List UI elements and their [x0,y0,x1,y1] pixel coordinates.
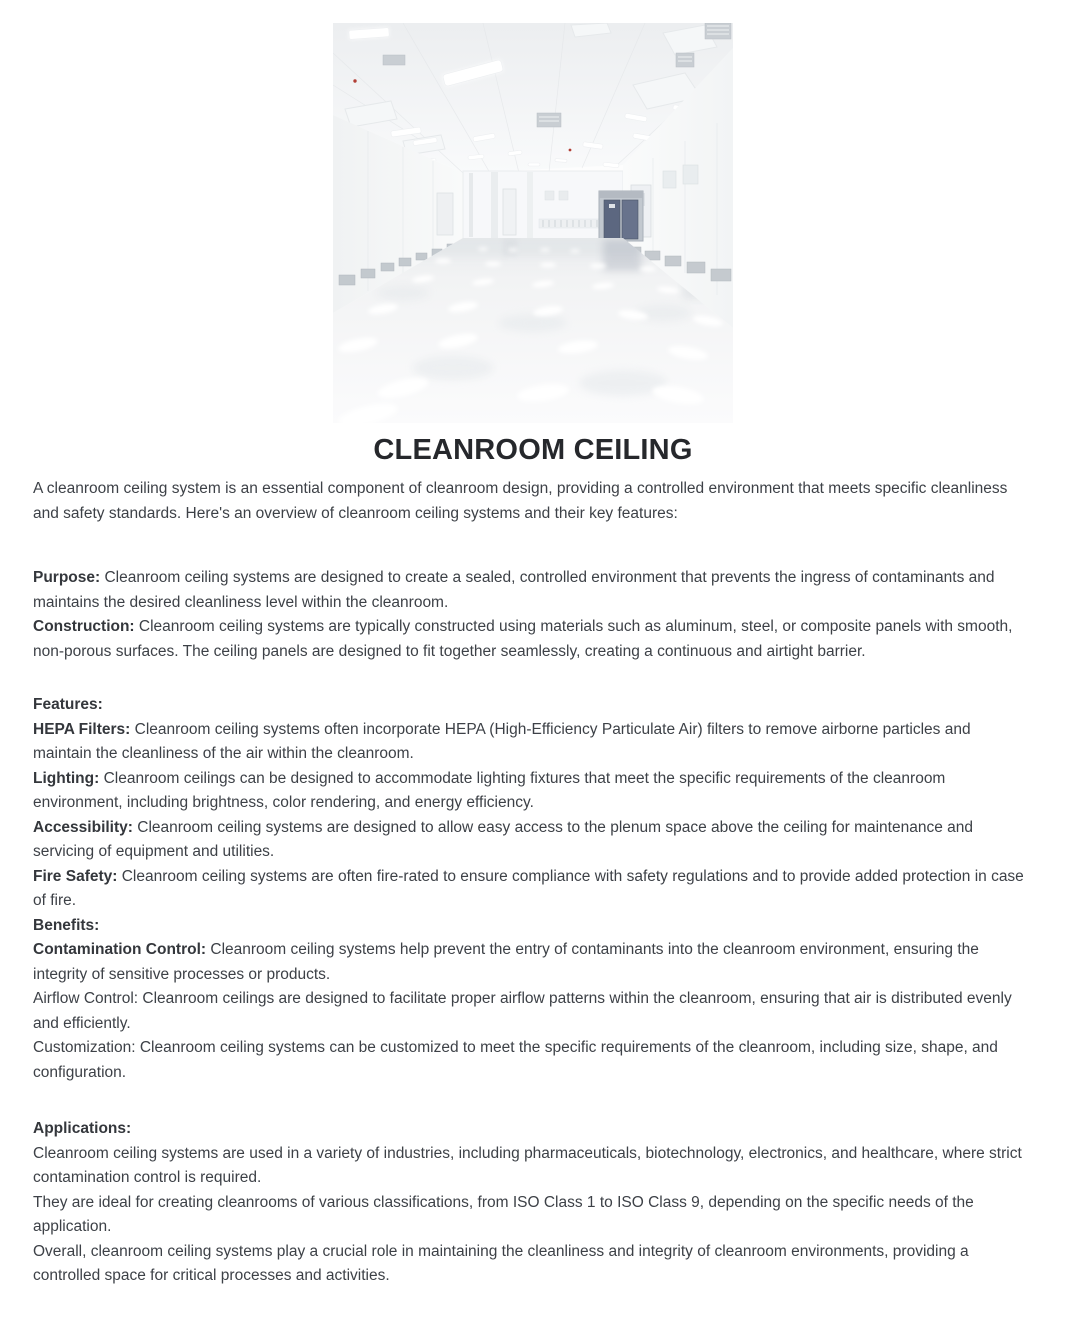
paragraph: Applications: [33,1120,132,1137]
paragraph: Features: [33,696,103,713]
paragraph: HEPA Filters: Cleanroom ceiling systems often incorporate HEPA (High-Efficiency Particulate Air) filters to remove airborne particles and maintain the cleanliness of the air within the cleanroom. [33,720,971,762]
paragraph: Accessibility: Cleanroom ceiling systems are designed to allow easy access to the plenum space above the ceiling for maintenance and servicing of equipment and utilities. [33,818,974,860]
paragraph: Purpose: Cleanroom ceiling systems are designed to create a sealed, controlled environment that prevents the ingress of contaminants and maintains the desired cleanliness level within the cleanroom. [33,569,995,611]
paragraph-gap [33,1085,1033,1117]
page-title: CLEANROOM CEILING [373,434,693,466]
paragraph: Benefits: [33,916,100,934]
cleanroom-photo [333,23,733,423]
paragraph: Lighting: Cleanroom ceilings can be designed to accommodate lighting fixtures that meet the specific requirements of the cleanroom environment, including brightness, color rendering, and energy efficiency. [33,769,946,811]
paragraph: A cleanroom ceiling system is an essential component of cleanroom design, providing a controlled environment that meets specific cleanliness and safety standards. Here's an overview of cleanroom ceiling systems and their key features: [33,480,1008,522]
paragraph: Contamination Control: Cleanroom ceiling systems help prevent the entry of contaminants into the cleanroom environment, ensuring the integrity of sensitive processes or products. [33,941,979,983]
paragraph: Fire Safety: Cleanroom ceiling systems are often fire-rated to ensure compliance with safety regulations and to provide added protection in case of fire. [33,867,1024,909]
paragraph-gap [33,664,1033,693]
paragraph: Cleanroom ceiling systems are used in a variety of industries, including pharmaceuticals, biotechnology, electronics, and healthcare, where strict contamination control is required. [33,1144,1022,1186]
document-body [0,477,1066,1289]
cleanroom-photo-illustration [333,23,733,423]
paragraph: Customization: Cleanroom ceiling systems can be customized to meet the specific requirements of the cleanroom, including size, shape, and configuration. [33,1039,998,1081]
paragraph-gap [33,526,1033,566]
paragraph: Construction: Cleanroom ceiling systems are typically constructed using materials such as aluminum, steel, or composite panels with smooth, non-porous surfaces. The ceiling panels are designed to fit together seamlessly, creating a continuous and airtight barrier. [33,618,1013,660]
paragraph: Airflow Control: Cleanroom ceilings are designed to facilitate proper airflow patterns within the cleanroom, ensuring that air is distributed evenly and efficiently. [33,990,1012,1032]
paragraph: Overall, cleanroom ceiling systems play a crucial role in maintaining the cleanliness and integrity of cleanroom environments, providing a controlled space for critical processes and activities. [33,1242,969,1284]
paragraph: They are ideal for creating cleanrooms of various classifications, from ISO Class 1 to ISO Class 9, depending on the specific needs of the application. [33,1193,974,1235]
